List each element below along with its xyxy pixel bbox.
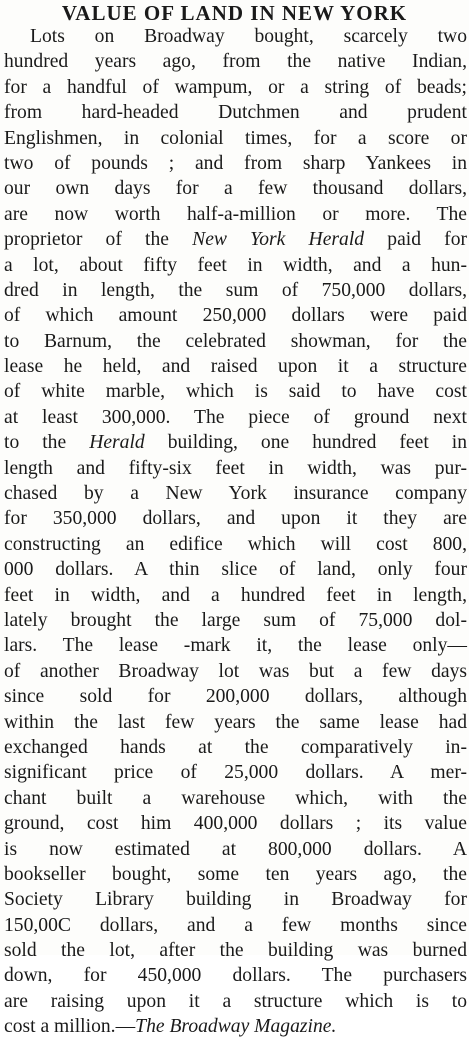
text-segment: cost a million.— (4, 1016, 136, 1038)
text-line: chased by a New York insurance company (4, 483, 467, 505)
text-line: a lot, about fifty feet in width, and a hun- (4, 254, 467, 276)
headline: VALUE OF LAND IN NEW YORK (61, 1, 408, 25)
source-attribution: The Broadway Magazine. (135, 1016, 337, 1038)
newspaper-title: Herald (89, 432, 145, 454)
text-line: Englishmen, in colonial times, for a score or (4, 127, 467, 149)
text-line: of white marble, which is said to have cost (4, 381, 467, 403)
text-line: Society Library building in Broadway for (4, 889, 467, 911)
text-line: length and fifty-six feet in width, was pur- (4, 457, 467, 479)
text-line: two of pounds ; and from sharp Yankees in (4, 152, 467, 174)
text-line: for 350,000 dollars, and upon it they are (4, 508, 467, 530)
text-line: our own days for a few thousand dollars, (4, 178, 467, 200)
text-line: significant price of 25,000 dollars. A mer- (4, 762, 467, 784)
text-segment: building, one hundred feet in (167, 432, 467, 454)
text-segment: proprietor of the (4, 229, 169, 251)
text-line: of another Broadway lot was but a few days (4, 660, 467, 682)
text-line (4, 430, 467, 455)
text-line: are now worth half-a-million or more. The (4, 203, 467, 225)
article-body (4, 24, 467, 1040)
text-line: hundred years ago, from the native Indian, (4, 51, 467, 73)
text-line: of which amount 250,000 dollars were paid (4, 305, 467, 327)
text-line: to Barnum, the celebrated showman, for the (4, 330, 467, 352)
text-line: for a handful of wampum, or a string of beads; (4, 76, 467, 98)
text-line: chant built a warehouse which, with the (4, 787, 467, 809)
text-line: 150,00C dollars, and a few months since (4, 914, 467, 936)
text-line: dred in length, the sum of 750,000 dollars, (4, 279, 467, 301)
text-line: within the last few years the same lease had (4, 711, 467, 733)
text-line: sold the lot, after the building was burned (4, 940, 467, 962)
text-line: Lots on Broadway bought, scarcely two (30, 26, 467, 47)
text-line: down, for 450,000 dollars. The purchasers (4, 965, 467, 987)
text-line: at least 300,000. The piece of ground next (4, 406, 467, 428)
text-line: exchanged hands at the comparatively in- (4, 736, 467, 758)
text-line: bookseller bought, some ten years ago, the (4, 863, 467, 885)
text-line: feet in width, and a hundred feet in length, (4, 584, 467, 606)
text-line: is now estimated at 800,000 dollars. A (4, 838, 467, 860)
text-line (4, 227, 467, 252)
text-line: 000 dollars. A thin slice of land, only four (4, 559, 467, 581)
text-segment: to the (4, 432, 67, 454)
text-line: are raising upon it a structure which is to (4, 990, 467, 1012)
text-line (4, 1014, 467, 1039)
text-segment: paid for (387, 229, 468, 251)
text-line: since sold for 200,000 dollars, although (4, 686, 467, 708)
text-line: ground, cost him 400,000 dollars ; its value (4, 813, 467, 835)
text-line: lars. The lease -mark it, the lease only— (4, 635, 467, 657)
text-line: from hard-headed Dutchmen and prudent (4, 102, 467, 124)
text-line: lease he held, and raised upon it a structure (4, 356, 467, 378)
newspaper-title: New York Herald (192, 229, 365, 251)
text-line: constructing an edifice which will cost 800, (4, 533, 467, 555)
text-line: lately brought the large sum of 75,000 dol- (4, 609, 467, 631)
